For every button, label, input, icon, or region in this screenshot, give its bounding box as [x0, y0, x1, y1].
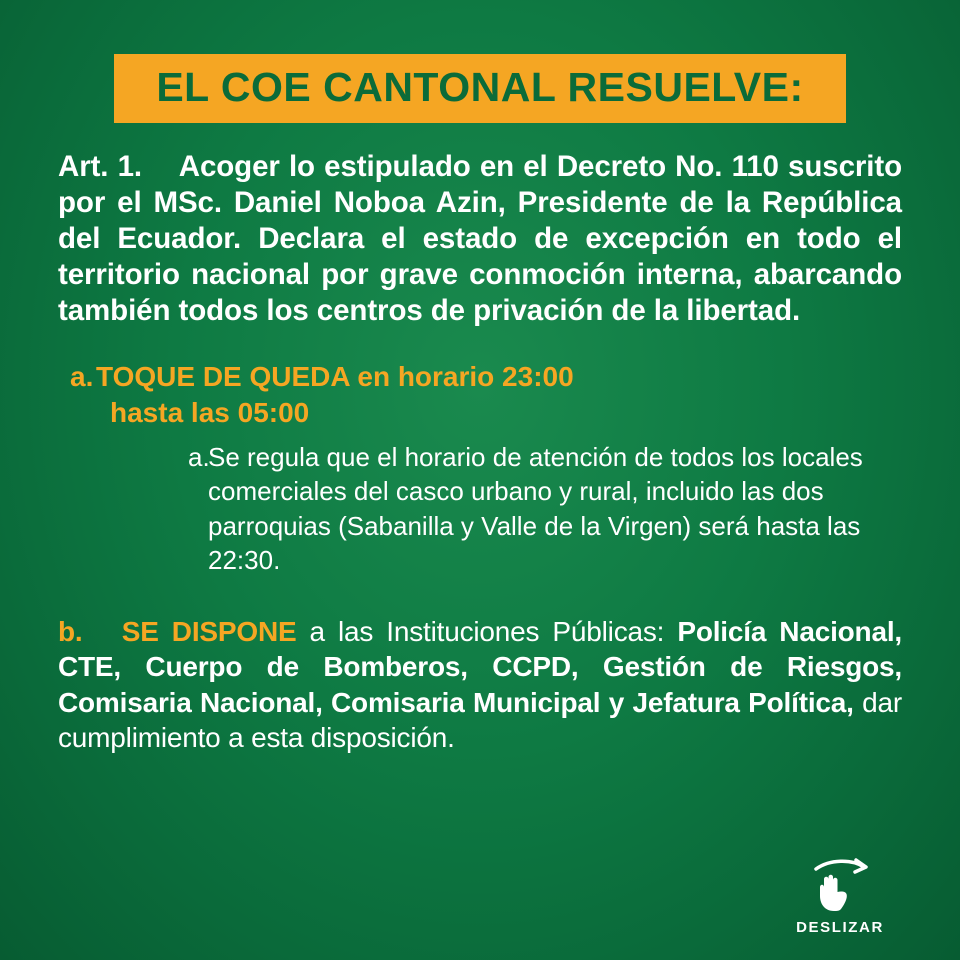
item-a-sub-marker: a.	[188, 441, 210, 472]
item-a-line2: hasta las 05:00	[110, 397, 310, 429]
swipe-indicator[interactable]	[780, 857, 900, 936]
item-a-marker: a.	[70, 360, 94, 392]
item-a-sub-text: Se regula que el horario de atención de todos los locales comerciales del casco urbano y rural, incluido las dos parroquias (Sabanilla y Valle de la Virgen) será hasta las 22:30.	[208, 441, 863, 576]
item-a-line1-text: TOQUE DE QUEDA en horario 23:00	[96, 360, 574, 392]
swipe-label: DESLIZAR	[796, 919, 884, 936]
item-a-sub	[70, 440, 902, 578]
item-b-text-2: dar cumplimiento a esta disposición.	[58, 686, 902, 753]
item-b-text-1: a las Instituciones Públicas:	[296, 616, 678, 648]
article-label: Art. 1.	[58, 150, 142, 184]
item-a-line1	[70, 359, 902, 395]
article-rest: Declara el estado de excepción en todo el territorio nacional por grave conmoción interna, abarcando también todos los centros de privación de la libertad.	[58, 222, 902, 327]
item-a	[58, 359, 902, 578]
hand-swipe-icon	[780, 857, 900, 915]
item-b-marker: b.	[58, 616, 83, 648]
item-b	[58, 614, 902, 755]
poster-title-banner: EL COE CANTONAL RESUELVE:	[114, 54, 846, 123]
item-b-highlight: SE DISPONE	[121, 616, 297, 648]
article-bold-lead: Acoger lo estipulado en el Decreto No. 110 suscrito por el MSc. Daniel Noboa Azin, Presidente de la República del Ecuador.	[58, 150, 902, 256]
item-b-institutions: Policía Nacional, CTE, Cuerpo de Bomberos, CCPD, Gestión de Riesgos, Comisaria Nacional, Comisaria Municipal y Jefatura Política,	[58, 616, 902, 718]
article-paragraph	[58, 149, 902, 329]
